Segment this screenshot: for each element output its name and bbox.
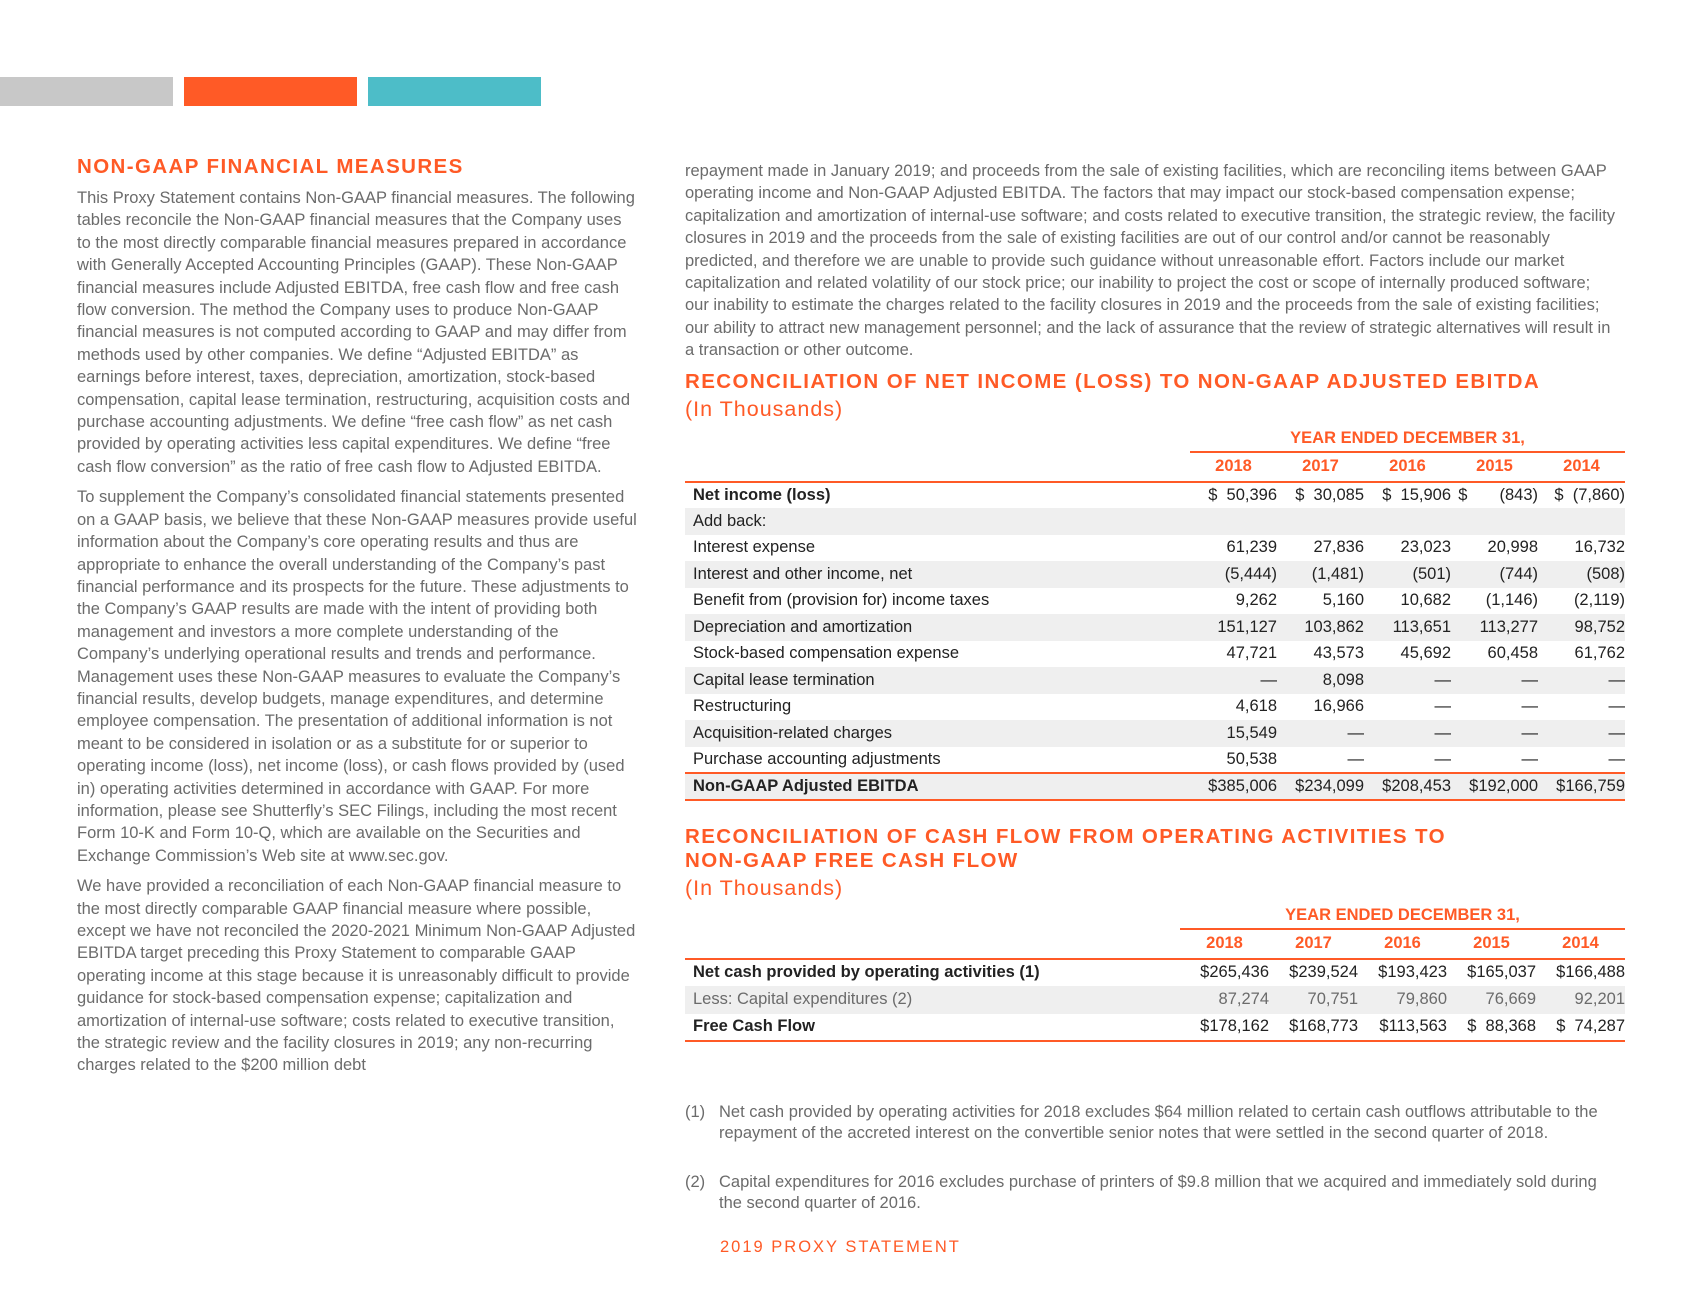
- cell-value: (508): [1586, 564, 1625, 583]
- footnote-text: Net cash provided by operating activities for 2018 excludes $64 million related to certain cash outflows attributable to the repayment of the accreted interest on the convertible senior notes that were settled in the second quarter of 2018.: [719, 1103, 1598, 1142]
- row-label: Non-GAAP Adjusted EBITDA: [685, 773, 1190, 800]
- table-row: [685, 588, 1625, 615]
- paragraph-continued: repayment made in January 2019; and proceeds from the sale of existing facilities, which are reconciling items between GAAP operating income and Non-GAAP Adjusted EBITDA. The factors that may impact our stock-based compensation expense; capitalization and amortization of internal-use software; and costs related to executive transition, the strategic review, the facility closures in 2019 and the proceeds from the sale of existing facilities are out of our control and/or cannot be reasonably predicted, and therefore we are unable to provide such guidance without unreasonable effort. Factors include our market capitalization and related volatility of our stock price; our inability to project the cost or scope of internally produced software; our inability to estimate the charges related to the facility closures in 2019 and the proceeds from the sale of existing facilities; our ability to attract new management personnel; and the lack of assurance that the review of strategic alternatives will result in a transaction or other outcome.: [685, 162, 1615, 360]
- cell-value: [1190, 508, 1277, 535]
- row-label: Net income (loss): [693, 485, 831, 504]
- cell-value: $ (7,860): [1554, 485, 1625, 504]
- table2-year: 2015: [1447, 929, 1536, 959]
- cell-value: 10,682: [1400, 591, 1451, 610]
- table2-year: 2018: [1180, 929, 1269, 959]
- cell-value: $239,524: [1289, 963, 1358, 982]
- cell-value: (1,146): [1485, 591, 1538, 610]
- free-cash-flow-table: [685, 903, 1625, 1043]
- cell-value: $ 50,396: [1208, 485, 1277, 504]
- cell-value: 9,262: [1235, 591, 1277, 610]
- row-label: Acquisition-related charges: [693, 723, 893, 742]
- table-row: [685, 747, 1625, 774]
- row-label: Benefit from (provision for) income taxes: [693, 591, 990, 610]
- cell-value: 92,201: [1574, 990, 1625, 1009]
- row-label: Less: Capital expenditures (2): [693, 990, 913, 1009]
- cell-value: 16,732: [1574, 538, 1625, 557]
- cell-value: $ 30,085: [1295, 485, 1364, 504]
- cell-value: 70,751: [1307, 990, 1358, 1009]
- cell-value: —: [1434, 670, 1451, 689]
- cell-value: $ (843): [1458, 485, 1538, 504]
- cell-value: 4,618: [1235, 697, 1277, 716]
- footnote-text: Capital expenditures for 2016 excludes purchase of printers of $9.8 million that we acquired and immediately sold during the second quarter of 2016.: [719, 1173, 1597, 1212]
- cell-value: 60,458: [1487, 644, 1538, 663]
- cell-value: $166,759: [1538, 773, 1625, 800]
- cell-value: [1364, 508, 1451, 535]
- table-row: [685, 694, 1625, 721]
- footnote-2: [685, 1172, 1615, 1214]
- cell-value: $168,773: [1269, 1014, 1358, 1042]
- cell-value: —: [1434, 697, 1451, 716]
- row-label: Interest expense: [693, 538, 815, 557]
- cell-value: 45,692: [1400, 644, 1451, 663]
- cell-value: $166,488: [1556, 963, 1625, 982]
- row-label: Restructuring: [693, 697, 792, 716]
- cell-value: 23,023: [1400, 538, 1451, 557]
- table-row: [685, 986, 1625, 1014]
- cell-value: $385,006: [1190, 773, 1277, 800]
- cell-value: —: [1521, 670, 1538, 689]
- cell-value: 61,762: [1574, 644, 1625, 663]
- table2-year: 2017: [1269, 929, 1358, 959]
- cell-value: —: [1521, 723, 1538, 742]
- cell-value: 50,538: [1226, 749, 1277, 768]
- table-row: [685, 720, 1625, 747]
- cell-value: $113,563: [1358, 1014, 1447, 1042]
- cell-value: $165,037: [1467, 963, 1536, 982]
- cell-value: —: [1434, 749, 1451, 768]
- cell-value: (744): [1499, 564, 1538, 583]
- cell-value: 113,277: [1479, 617, 1538, 636]
- cell-value: —: [1608, 723, 1625, 742]
- table2-year: 2016: [1358, 929, 1447, 959]
- table2-year-header: YEAR ENDED DECEMBER 31,: [1180, 903, 1625, 929]
- cell-value: $178,162: [1180, 1014, 1269, 1042]
- cell-value: $193,423: [1378, 963, 1447, 982]
- cell-value: $ 74,287: [1536, 1014, 1625, 1042]
- footnote-1: [685, 1102, 1615, 1144]
- table1-year: 2017: [1277, 452, 1364, 482]
- table-row: [685, 641, 1625, 668]
- cell-value: $192,000: [1451, 773, 1538, 800]
- cell-value: 113,651: [1392, 617, 1451, 636]
- cell-value: —: [1608, 749, 1625, 768]
- cell-value: 61,239: [1226, 538, 1277, 557]
- cell-value: 8,098: [1322, 670, 1364, 689]
- cell-value: [1538, 508, 1625, 535]
- table1-year-header: YEAR ENDED DECEMBER 31,: [1190, 426, 1625, 452]
- row-label: Add back:: [693, 511, 767, 530]
- cell-value: 151,127: [1217, 617, 1277, 636]
- table2-title-line2: NON-GAAP FREE CASH FLOW: [685, 848, 1019, 872]
- cell-value: $208,453: [1364, 773, 1451, 800]
- row-label: Purchase accounting adjustments: [693, 749, 941, 768]
- free-cash-flow-table-body: [685, 959, 1625, 1042]
- table1-year: 2016: [1364, 452, 1451, 482]
- table-row: [685, 561, 1625, 588]
- cell-value: 16,966: [1313, 697, 1364, 716]
- table-row: [685, 959, 1625, 987]
- left-column: [77, 155, 637, 1085]
- paragraph-2: To supplement the Company’s consolidated financial statements presented on a GAAP basis, we believe that these Non-GAAP measures provide useful information about the Company’s core operating results and thus are appropriate to enhance the overall understanding of the Company’s past financial performance and its prospects for the future. These adjustments to the Company’s GAAP results are made with the intent of providing both management and investors a more complete understanding of the Company’s underlying operational results and trends and performance. Management uses these Non-GAAP measures to evaluate the Company’s financial results, develop budgets, manage expenditures, and determine employee compensation. The presentation of additional information is not meant to be considered in isolation or as a substitute for or superior to operating income (loss), net income (loss), or cash flows provided by (used in) operating activities determined in accordance with GAAP. For more information, please see Shutterfly’s SEC Filings, including the most recent Form 10-K and Form 10-Q, which are available on the Securities and Exchange Commission’s Web site at www.sec.gov.: [77, 488, 637, 865]
- cell-value: 98,752: [1574, 617, 1625, 636]
- cell-value: 20,998: [1487, 538, 1538, 557]
- cell-value: 103,862: [1304, 617, 1364, 636]
- table1-subtitle: (In Thousands): [685, 396, 844, 421]
- cell-value: 79,860: [1396, 990, 1447, 1009]
- cell-value: 5,160: [1322, 591, 1364, 610]
- table1-year: 2014: [1538, 452, 1625, 482]
- cell-value: $234,099: [1277, 773, 1364, 800]
- row-label: Depreciation and amortization: [693, 617, 913, 636]
- ebitda-table-body: [685, 482, 1625, 800]
- table-row: [685, 1014, 1625, 1042]
- cell-value: 87,274: [1218, 990, 1269, 1009]
- table2-year: 2014: [1536, 929, 1625, 959]
- table2-subtitle: (In Thousands): [685, 875, 844, 900]
- cell-value: (2,119): [1573, 591, 1625, 610]
- cell-value: —: [1521, 749, 1538, 768]
- right-column: [685, 160, 1625, 1042]
- cell-value: —: [1434, 723, 1451, 742]
- row-label: Net cash provided by operating activities (1): [693, 963, 1040, 982]
- cell-value: $265,436: [1200, 963, 1269, 982]
- cell-value: [1451, 508, 1538, 535]
- row-label: Free Cash Flow: [685, 1014, 1180, 1042]
- cell-value: $ 15,906: [1382, 485, 1451, 504]
- table-row: [685, 535, 1625, 562]
- page-footer: 2019 PROXY STATEMENT: [720, 1238, 961, 1256]
- table1-title: RECONCILIATION OF NET INCOME (LOSS) TO NON-GAAP ADJUSTED EBITDA: [685, 369, 1541, 393]
- cell-value: 43,573: [1313, 644, 1364, 663]
- cell-value: 27,836: [1313, 538, 1364, 557]
- cell-value: (1,481): [1311, 564, 1364, 583]
- header-bar-teal: [368, 77, 541, 106]
- cell-value: —: [1608, 670, 1625, 689]
- table-row: [685, 508, 1625, 535]
- table-row: [685, 614, 1625, 641]
- table2-title-line1: RECONCILIATION OF CASH FLOW FROM OPERATING ACTIVITIES TO: [685, 824, 1446, 848]
- cell-value: —: [1347, 723, 1364, 742]
- footnote-number: (2): [685, 1173, 706, 1191]
- table1-year: 2018: [1190, 452, 1277, 482]
- header-bar-gray: [0, 77, 173, 106]
- cell-value: (501): [1412, 564, 1451, 583]
- cell-value: —: [1608, 697, 1625, 716]
- section-heading: NON-GAAP FINANCIAL MEASURES: [77, 155, 464, 178]
- cell-value: (5,444): [1224, 564, 1277, 583]
- ebitda-table: [685, 426, 1625, 801]
- table-row: [685, 773, 1625, 800]
- cell-value: [1277, 508, 1364, 535]
- row-label: Capital lease termination: [693, 670, 875, 689]
- paragraph-3: We have provided a reconciliation of each Non-GAAP financial measure to the most directly comparable GAAP financial measure where possible, except we have not reconciled the 2020-2021 Minimum Non-GAAP Adjusted EBITDA target preceding this Proxy Statement to comparable GAAP operating income at this stage because it is unreasonably difficult to provide guidance for stock-based compensation expense; capitalization and amortization of internal-use software; costs related to executive transition, the strategic review and the facility closures in 2019; any non-recurring charges related to the $200 million debt: [77, 877, 636, 1075]
- table-row: [685, 482, 1625, 509]
- cell-value: $ 88,368: [1447, 1014, 1536, 1042]
- cell-value: —: [1347, 749, 1364, 768]
- cell-value: 15,549: [1226, 723, 1277, 742]
- cell-value: 76,669: [1485, 990, 1536, 1009]
- cell-value: —: [1260, 670, 1277, 689]
- paragraph-1: This Proxy Statement contains Non-GAAP financial measures. The following tables reconcile the Non-GAAP financial measures that the Company uses to the most directly comparable financial measures prepared in accordance with Generally Accepted Accounting Principles (GAAP). These Non-GAAP financial measures include Adjusted EBITDA, free cash flow and free cash flow conversion. The method the Company uses to produce Non-GAAP financial measures is not computed according to GAAP and may differ from methods used by other companies. We define “Adjusted EBITDA” as earnings before interest, taxes, depreciation, amortization, stock-based compensation, capital lease termination, restructuring, acquisition costs and purchase accounting adjustments. We define “free cash flow” as net cash provided by operating activities less capital expenditures. We define “free cash flow conversion” as the ratio of free cash flow to Adjusted EBITDA.: [77, 189, 635, 476]
- table-row: [685, 667, 1625, 694]
- table1-year: 2015: [1451, 452, 1538, 482]
- row-label: Stock-based compensation expense: [693, 644, 959, 663]
- cell-value: —: [1521, 697, 1538, 716]
- row-label: Interest and other income, net: [693, 564, 913, 583]
- footnote-number: (1): [685, 1103, 706, 1121]
- header-bar-orange: [184, 77, 357, 106]
- cell-value: 47,721: [1226, 644, 1277, 663]
